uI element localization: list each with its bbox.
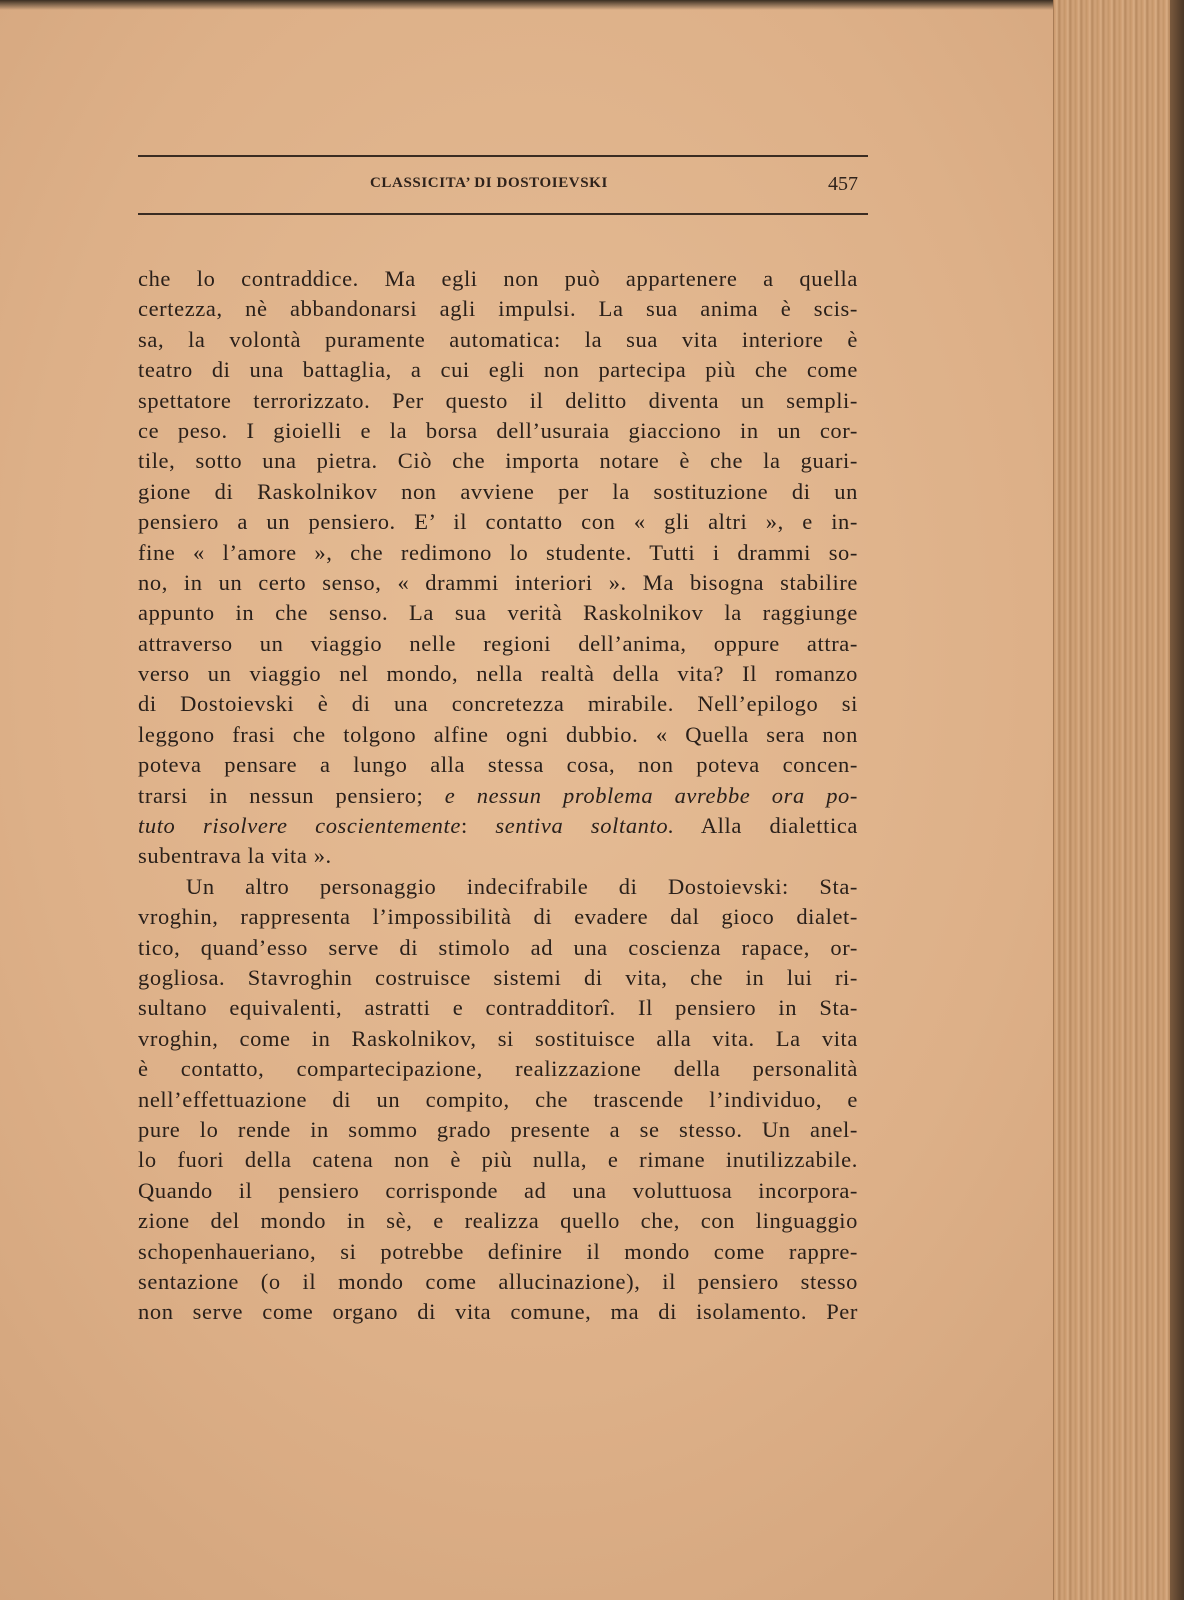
body-text [138,264,858,1328]
paragraph-end-line: subentrava la vita ». [138,843,332,869]
text-line: sa, la volontà puramente automatica: la sua vita interiore è [138,326,858,352]
text-line [138,781,858,811]
italic-quote: sentiva soltanto. [495,813,675,839]
text-line: schopenhaueriano, si potrebbe definire il mondo come rappre- [138,1238,858,1264]
italic-quote: tuto risolvere coscientemente [138,813,461,839]
text-line: nell’effettuazione di un compito, che trascende l’individuo, e [138,1086,858,1112]
text-span: Alla dialettica [674,813,858,839]
page-top-shadow [0,0,1110,10]
text-line: è contatto, compartecipazione, realizzazione della personalità [138,1056,858,1082]
text-line: Quando il pensiero corrisponde ad una voluttuosa incorpora- [138,1177,858,1203]
header-bottom-rule [138,213,868,215]
text-line: sultano equivalenti, astratti e contradditorî. Il pensiero in Sta- [138,995,858,1021]
text-line: no, in un certo senso, « drammi interiori ». Ma bisogna stabilire [138,569,858,595]
text-line: vroghin, come in Raskolnikov, si sostituisce alla vita. La vita [138,1025,858,1051]
text-line: spettatore terrorizzato. Per questo il delitto diventa un sempli- [138,387,858,413]
text-line: ce peso. I gioielli e la borsa dell’usuraia giacciono in un cor- [138,417,858,443]
text-line: attraverso un viaggio nelle regioni dell’anima, oppure attra- [138,630,858,656]
text-line: certezza, nè abbandonarsi agli impulsi. La sua anima è scis- [138,296,858,322]
text-line: pensiero a un pensiero. E’ il contatto con « gli altri », e in- [138,509,858,535]
text-line: tile, sotto una pietra. Ciò che importa notare è che la guari- [138,448,858,474]
text-line: leggono frasi che tolgono alfine ogni dubbio. « Quella sera non [138,721,858,747]
text-line: gione di Raskolnikov non avviene per la sostituzione di un [138,478,858,504]
text-line: tico, quand’esso serve di stimolo ad una coscienza rapace, or- [138,934,858,960]
text-line: non serve come organo di vita comune, ma di isolamento. Per [138,1299,858,1325]
text-line: teatro di una battaglia, a cui egli non partecipa più che come [138,357,858,383]
text-line: che lo contraddice. Ma egli non può appartenere a quella [138,266,858,291]
text-line: verso un viaggio nel mondo, nella realtà della vita? Il romanzo [138,661,858,687]
running-title: CLASSICITA’ DI DOSTOIEVSKI [370,175,608,191]
italic-quote: e nessun problema avrebbe ora po- [444,782,859,808]
text-line: lo fuori della catena non è più nulla, e rimane inutilizzabile. [138,1147,858,1173]
text-line: poteva pensare a lungo alla stessa cosa, non poteva concen- [138,752,858,778]
text-span: trarsi in nessun pensiero; [138,782,445,808]
text-line: di Dostoievski è di una concretezza mirabile. Nell’epilogo si [138,691,858,717]
header-top-rule [138,155,868,157]
text-line: sentazione (o il mondo come allucinazione), il pensiero stesso [138,1268,858,1294]
text-line: zione del mondo in sè, e realizza quello che, con linguaggio [138,1208,858,1234]
text-span: : [460,813,496,839]
text-line: fine « l’amore », che redimono lo studente. Tutti i drammi so- [138,539,858,565]
paragraph-first-line: Un altro personaggio indecifrabile di Dostoievski: Sta- [186,873,858,899]
page-header [138,155,878,219]
text-line [138,811,858,841]
text-line: appunto in che senso. La sua verità Raskolnikov la raggiunge [138,600,858,626]
page-edges [1053,0,1184,1600]
text-line: vroghin, rappresenta l’impossibilità di evadere dal gioco dialet- [138,904,858,930]
page-number: 457 [828,173,858,195]
binding-edge [1170,0,1184,1600]
text-line: pure lo rende in sommo grado presente a se stesso. Un anel- [138,1116,858,1142]
text-line: gogliosa. Stavroghin costruisce sistemi di vita, che in lui ri- [138,964,858,990]
